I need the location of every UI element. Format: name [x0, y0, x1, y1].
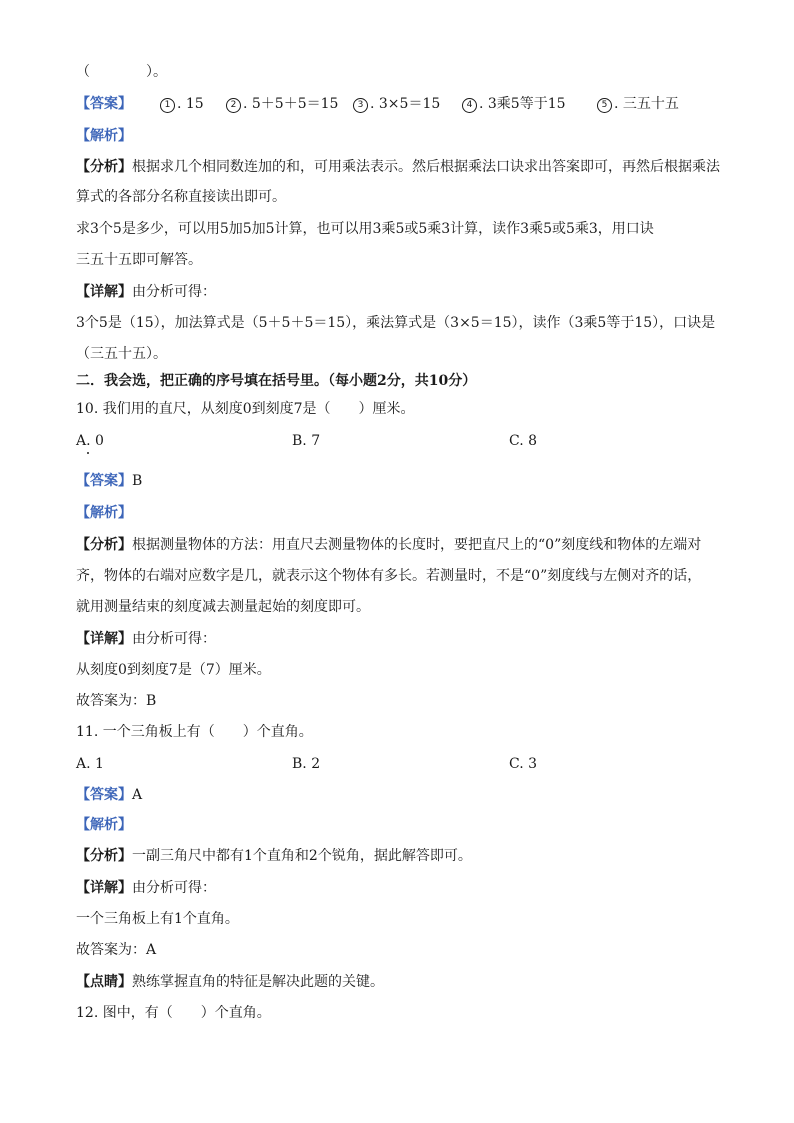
answer-item-3: 3 . 3×5＝15: [353, 94, 440, 114]
q11-detail-line: 【详解】由分析可得：: [76, 880, 216, 896]
q9-para-line-2: 三五十五即可解答。: [76, 252, 202, 268]
q10-option-a: A. 0: [76, 433, 104, 449]
stray-dot: [87, 452, 89, 454]
q10-analysis-label: 【解析】: [76, 505, 132, 521]
q11-option-c: C. 3: [509, 756, 538, 772]
circled-number-4: 4: [462, 98, 477, 113]
answer-item-4: 4 . 3乘5等于15: [462, 94, 566, 114]
q9-fenxi-line-2: 算式的各部分名称直接读出即可。: [76, 189, 286, 205]
q9-para-line-1: 求3个5是多少，可以用5加5加5计算，也可以用3乘5或5乘3计算，读作3乘5或5乘3，用口诀: [76, 221, 654, 237]
q10-detail-line-1: 从刻度0到刻度7是（7）厘米。: [76, 662, 271, 678]
q9-detail-line-1: 3个5是（15），加法算式是（5＋5＋5＝15），乘法算式是（3×5＝15），读作（3乘5等于15），口诀是: [76, 315, 716, 331]
q11-answer-line: 【答案】A: [76, 787, 143, 803]
q10-fenxi-line-3: 就用测量结束的刻度减去测量起始的刻度即可。: [76, 599, 370, 615]
section-2-title: 二．我会选，把正确的序号填在括号里。（每小题2分，共10分）: [76, 373, 477, 389]
answer-item-2: 2 . 5＋5＋5＝15: [226, 94, 338, 114]
circled-number-1: 1: [160, 98, 175, 113]
q11-question: 11. 一个三角板上有（ ）个直角。: [76, 724, 313, 740]
q11-option-a: A. 1: [76, 756, 104, 772]
q11-final-answer: 故答案为：A: [76, 942, 157, 958]
q9-analysis-label: 【解析】: [76, 128, 132, 144]
q10-option-c: C. 8: [509, 433, 538, 449]
q11-detail-line-1: 一个三角板上有1个直角。: [76, 911, 239, 927]
q10-detail-line: 【详解】由分析可得：: [76, 631, 216, 647]
q10-final-answer: 故答案为：B: [76, 693, 157, 709]
q11-analysis-label: 【解析】: [76, 817, 132, 833]
q9-detail-line-2: （三五十五）。: [76, 346, 167, 362]
q9-fenxi-line-1: 【分析】根据求几个相同数连加的和，可用乘法表示。然后根据乘法口诀求出答案即可，再然后根据乘法: [76, 159, 720, 175]
q11-fenxi-line-1: 【分析】一副三角尺中都有1个直角和2个锐角，据此解答即可。: [76, 848, 472, 864]
q11-option-b: B. 2: [292, 756, 321, 772]
q11-dianjing-line: 【点睛】熟练掌握直角的特征是解决此题的关键。: [76, 974, 384, 990]
answer-label: 【答案】: [76, 96, 132, 112]
answer-item-1: 1 . 15: [160, 94, 204, 114]
circled-number-5: 5: [597, 98, 612, 113]
q10-fenxi-line-1: 【分析】根据测量物体的方法：用直尺去测量物体的长度时，要把直尺上的“0”刻度线和物体的左端对: [76, 537, 702, 553]
q9-answer-row: [76, 94, 716, 114]
q10-fenxi-line-2: 齐，物体的右端对应数字是几，就表示这个物体有多长。若测量时，不是“0”刻度线与左侧对齐的话，: [76, 568, 702, 584]
circled-number-2: 2: [226, 98, 241, 113]
circled-number-3: 3: [353, 98, 368, 113]
q10-question: 10. 我们用的直尺，从刻度0到刻度7是（ ）厘米。: [76, 401, 415, 417]
q9-detail-line: 【详解】由分析可得：: [76, 284, 216, 300]
top-blank-line: （ ）。: [76, 64, 167, 80]
q12-question: 12. 图中，有（ ）个直角。: [76, 1005, 271, 1021]
q10-answer-line: 【答案】B: [76, 473, 143, 489]
q10-option-b: B. 7: [292, 433, 321, 449]
answer-item-5: 5 . 三五十五: [597, 94, 679, 114]
